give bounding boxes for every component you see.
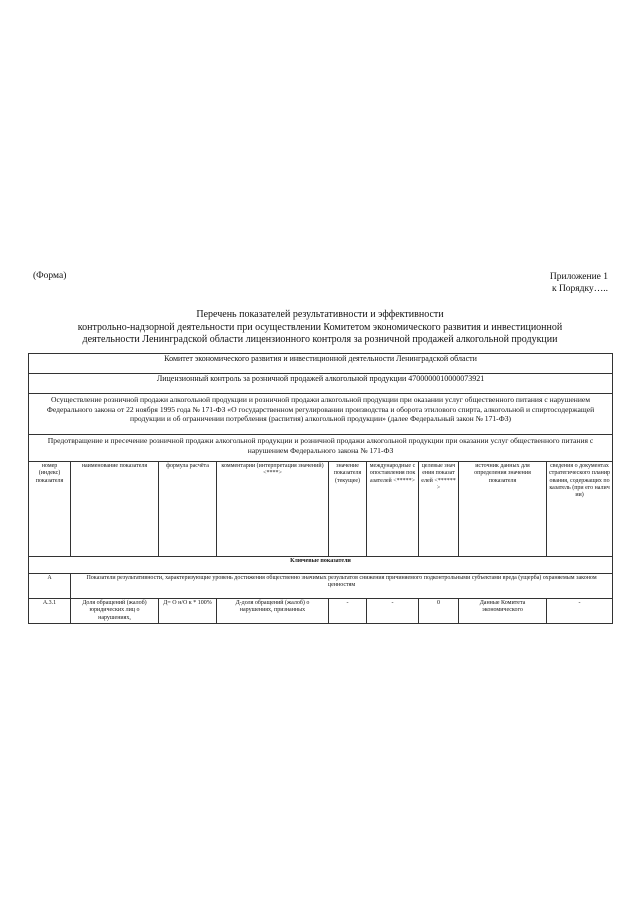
row-a31-formula: Д= О н/О к * 100%	[159, 599, 217, 624]
row-a31-value: -	[329, 599, 367, 624]
appendix-line: к Порядку…..	[551, 284, 608, 294]
form-label: (Форма)	[33, 271, 67, 281]
title-line: контрольно-надзорной деятельности при осуществлении Комитетом экономического развития и инвестиционной	[77, 321, 563, 333]
control-type-cell: Лицензионный контроль за розничной продажей алкогольной продукции 4700000010000073921	[29, 374, 613, 394]
appendix-note	[550, 271, 608, 295]
row-a31-strategic: -	[547, 599, 613, 624]
key-indicators-label: Ключевые показатели	[29, 557, 613, 574]
header-number: номер (индекс) показателя	[29, 462, 71, 557]
header-comments: комментарии (интерпретация значений) <****>	[217, 462, 329, 557]
header-intl: международные сопоставления показателей <*****>	[367, 462, 419, 557]
row-a31-sources: Данные Комитета экономического	[459, 599, 547, 624]
organization-cell: Комитет экономического развития и инвестиционной деятельности Ленинградской области	[29, 354, 613, 374]
title-line: деятельности Ленинградской области лицензионного контроля за розничной продажей алкогольной продукции	[82, 334, 558, 345]
row-a-text: Показатели результативности, характеризующие уровень достижения общественно значимых результатов снижения причиняемого подконтрольными субъектами вреда (ущерба) охраняемым законом ценностям	[71, 574, 613, 599]
row-a31-intl: -	[367, 599, 419, 624]
row-a31-index: А.3.1	[29, 599, 71, 624]
title-line: Перечень показателей результативности и эффективности	[196, 309, 444, 320]
header-target: целевые значения показателей <******>	[419, 462, 459, 557]
indicators-table	[28, 353, 613, 624]
appendix-line: Приложение 1	[549, 272, 608, 282]
row-a31-comments: Д-доля обращений (жалоб) о нарушениях, признанных	[217, 599, 329, 624]
header-sources: источник данных для определения значения показателя	[459, 462, 547, 557]
header-name: наименование показателя	[71, 462, 159, 557]
row-a-index: А	[29, 574, 71, 599]
row-a31-target: 0	[419, 599, 459, 624]
header-value: значение показателя (текущее)	[329, 462, 367, 557]
row-a31-name: Доля обращений (жалоб) юридических лиц о нарушениях,	[71, 599, 159, 624]
document-title	[30, 309, 610, 347]
activity-cell: Осуществление розничной продажи алкогольной продукции и розничной продажи алкогольной продукции при оказании услуг общественного питания с нарушением Федерального закона от 22 ноября 1995 года № 171-ФЗ «О государственном регулировании производства и оборота этилового спирта, алкогольной и спиртосодержащей продукции и об ограничении потребления (распития) алкогольной продукции» (далее Федеральный закон № 171-ФЗ)	[29, 394, 613, 435]
goal-cell: Предотвращение и пресечение розничной продажи алкогольной продукции и розничной продажи алкогольной продукции при оказании услуг общественного питания с нарушением Федерального закона № 171-ФЗ	[29, 435, 613, 462]
header-formula: формула расчёта	[159, 462, 217, 557]
header-strategic: сведения о документах стратегического планирования, содержащих показатель (при его наличии)	[547, 462, 613, 557]
